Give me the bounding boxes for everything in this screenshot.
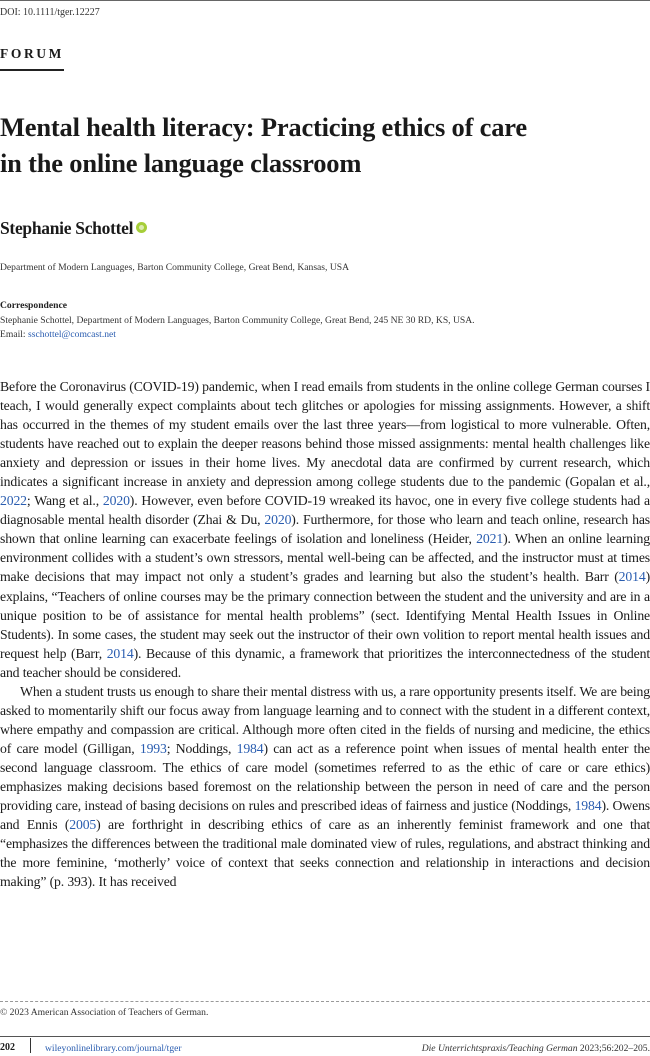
text-segment: ). Because of this dynamic, a framework that prioritizes the interconnectedness of the student and teacher should be considered. — [0, 645, 650, 680]
text-segment: ). When an online learning environment collides with a student’s own stressors, mental well-being can be affected, and the instructor must at times make decisions that may impact not only a student’s grades and learning but also the student’s health. Barr ( — [0, 531, 650, 585]
text-segment: ) are forthright in describing ethics of care as an inherently feminist framework and one that “emphasizes the differences between the traditional male dominated view of rules, regulations, and abstract thinking and the more feminine, ‘motherly’ voice of context that seeks connection and relationship in interactions and decision making” (p. 393). It has received — [0, 817, 650, 890]
correspondence — [0, 299, 475, 343]
footnote-divider — [0, 1001, 650, 1002]
text-segment: ) can act as a reference point when issues of mental health enter the second language classroom. The ethics of care model (sometimes referred to as the ethic of care or care ethics) emphasizes making decisions based foremost on the relationship between the person in need of care and the person providing care, instead of basing decisions on rules and prescribed ideas of fairness and justice (Noddings, — [0, 740, 650, 814]
page-number: 202 — [0, 1042, 15, 1053]
citation-link[interactable]: 1984 — [574, 798, 602, 814]
journal-volume: 2023;56:202–205. — [577, 1043, 650, 1054]
top-rule — [0, 0, 650, 1]
citation-link[interactable]: 1984 — [236, 740, 264, 756]
author-name: Stephanie Schottel — [0, 218, 134, 238]
text-segment: ; Noddings, — [166, 740, 237, 756]
title-line-2: in the online language classroom — [0, 148, 362, 178]
journal-name: Die Unterrichtspraxis/Teaching German — [421, 1043, 578, 1054]
journal-citation — [422, 1043, 650, 1054]
orcid-icon[interactable] — [136, 222, 147, 233]
citation-link[interactable]: 2014 — [618, 569, 646, 585]
citation-link[interactable]: 2022 — [0, 493, 27, 509]
citation-link[interactable]: 2020 — [264, 512, 292, 528]
citation-link[interactable]: 2020 — [102, 493, 130, 509]
footer-separator — [30, 1038, 31, 1053]
citation-link[interactable]: 2021 — [476, 531, 504, 547]
citation-link[interactable]: 2005 — [69, 817, 97, 833]
journal-url-link[interactable]: wileyonlinelibrary.com/journal/tger — [45, 1043, 182, 1054]
article-title — [0, 109, 640, 181]
doi[interactable]: DOI: 10.1111/tger.12227 — [0, 7, 100, 18]
text-segment: ; Wang et al., — [26, 493, 103, 509]
email-label: Email: — [0, 329, 28, 340]
citation-link[interactable]: 2014 — [106, 645, 134, 661]
correspondence-address: Stephanie Schottel, Department of Modern Languages, Barton Community College, Great Bend, 245 NE 30 RD, KS, USA. — [0, 314, 475, 326]
text-segment: ). Furthermore, for those who learn and teach online, research has shown that online learning can exacerbate feelings of isolation and loneliness (Heider, — [0, 512, 650, 547]
section-underline — [0, 69, 64, 71]
email-link[interactable]: sschottel@comcast.net — [27, 329, 116, 340]
paragraph — [0, 377, 650, 682]
text-segment: ) explains, “Teachers of online courses may be the primary connection between the student and the university and are in a unique position to be of assistance for mental health problems” (sect. Identifying Mental Health Issues in Online Students). In some cases, the student may seek out the instructor of their own volition to report mental health issues and request help (Barr, — [0, 569, 650, 661]
title-line-1: Mental health literacy: Practicing ethics of care — [0, 112, 527, 142]
email-line — [0, 328, 475, 343]
footer-rule — [0, 1036, 650, 1037]
citation-link[interactable]: 1993 — [139, 740, 167, 756]
text-segment: When a student trusts us enough to share their mental distress with us, a rare opportunity presents itself. We are being asked to momentarily shift our focus away from language learning and to connect with the student in a different context, where empathy and compassion are critical. Although more often cited in the fields of nursing and medicine, the ethics of care model (Gilligan, — [0, 683, 650, 756]
author — [0, 218, 147, 239]
section-label: FORUM — [0, 46, 64, 61]
correspondence-heading: Correspondence — [0, 300, 67, 311]
affiliation: Department of Modern Languages, Barton Community College, Great Bend, Kansas, USA — [0, 262, 350, 273]
article-body — [0, 377, 650, 891]
text-segment: ). However, even before COVID-19 wreaked its havoc, one in every five college students had a diagnosable mental health disorder (Zhai & Du, — [0, 493, 650, 528]
text-segment: ). Owens and Ennis ( — [0, 798, 650, 833]
paragraph — [0, 682, 650, 892]
copyright: © 2023 American Association of Teachers of German. — [0, 1007, 209, 1018]
text-segment: Before the Coronavirus (COVID-19) pandemic, when I read emails from students in the online college German courses I teach, I would generally expect complaints about tech glitches or apologies for missing assignments. However, a shift has occurred in the themes of my student emails over the last three years—from logistical to more vulnerable. Often, students have reached out to explain the deeper reasons behind those missed assignments: mental health challenges like anxiety and depression or issues in their home lives. My anecdotal data are confirmed by current research, which indicates a significant increase in anxiety and depression among college students due to the pandemic (Gopalan et al., — [0, 379, 650, 490]
